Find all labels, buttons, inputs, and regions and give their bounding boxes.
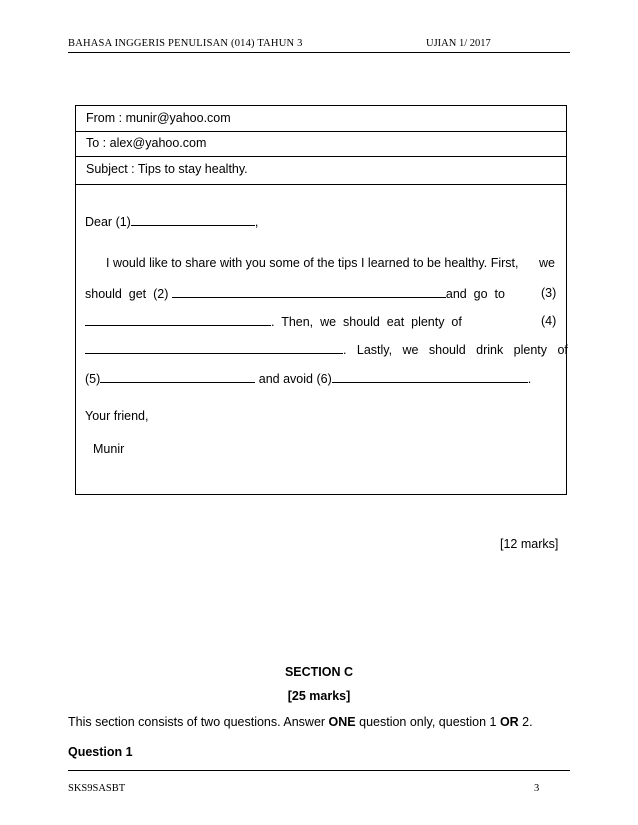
instruction-part: 2. [518,715,533,729]
blank-1 [131,214,255,226]
header-rule [68,52,570,53]
email-from: From : munir@yahoo.com [86,111,231,125]
instruction-emphasis-one: ONE [328,715,356,729]
section-marks: [25 marks] [287,689,351,703]
body-line-5 [85,371,531,386]
header-exam: UJIAN 1/ 2017 [426,38,491,49]
body-line-1-end: we [539,256,555,270]
page-number: 3 [534,783,540,794]
greeting-line [85,214,258,229]
body-line-4 [85,342,568,357]
body-line-2 [85,286,505,301]
blank-6 [332,371,528,383]
marks-label: [12 marks] [500,537,559,551]
body-line-3 [85,314,462,329]
signature: Munir [93,442,125,456]
line5-c: . [527,372,532,386]
email-subject: Subject : Tips to stay healthy. [86,162,248,176]
blank-5 [100,371,255,383]
email-to-row [76,131,566,157]
email-to: To : alex@yahoo.com [86,136,207,150]
header-subject: BAHASA INGGERIS PENULISAN (014) TAHUN 3 [68,38,303,49]
email-from-row [76,106,566,132]
line5-a: (5) [85,372,101,386]
line4-a: . Lastly, we should drink plenty of [343,343,568,357]
section-title: SECTION C [284,665,354,679]
closing: Your friend, [85,409,149,423]
line3-a: . Then, we should eat plenty of [271,315,462,329]
body-line-1: I would like to share with you some of the tips I learned to be healthy. First, [106,256,519,270]
instruction-part: This section consists of two questions. Answer [68,715,329,729]
section-instruction [68,715,533,729]
line2-c: (3) [541,286,557,300]
email-subject-row [76,156,566,185]
greeting-suffix: , [254,215,259,229]
footer-rule [68,770,570,771]
question-heading: Question 1 [68,745,133,759]
line5-b: and avoid (6) [258,372,332,386]
line2-a: should get (2) [85,287,169,301]
blank-2 [172,286,446,298]
page-header [68,38,570,52]
footer-code: SKS9SASBT [68,783,126,794]
greeting-prefix: Dear (1) [85,215,131,229]
line3-b: (4) [541,314,557,328]
line2-b: and go to [445,287,505,301]
blank-3 [85,314,271,326]
blank-4 [85,342,343,354]
email-box [75,105,567,495]
instruction-emphasis-or: OR [499,715,519,729]
instruction-part: question only, question 1 [355,715,500,729]
